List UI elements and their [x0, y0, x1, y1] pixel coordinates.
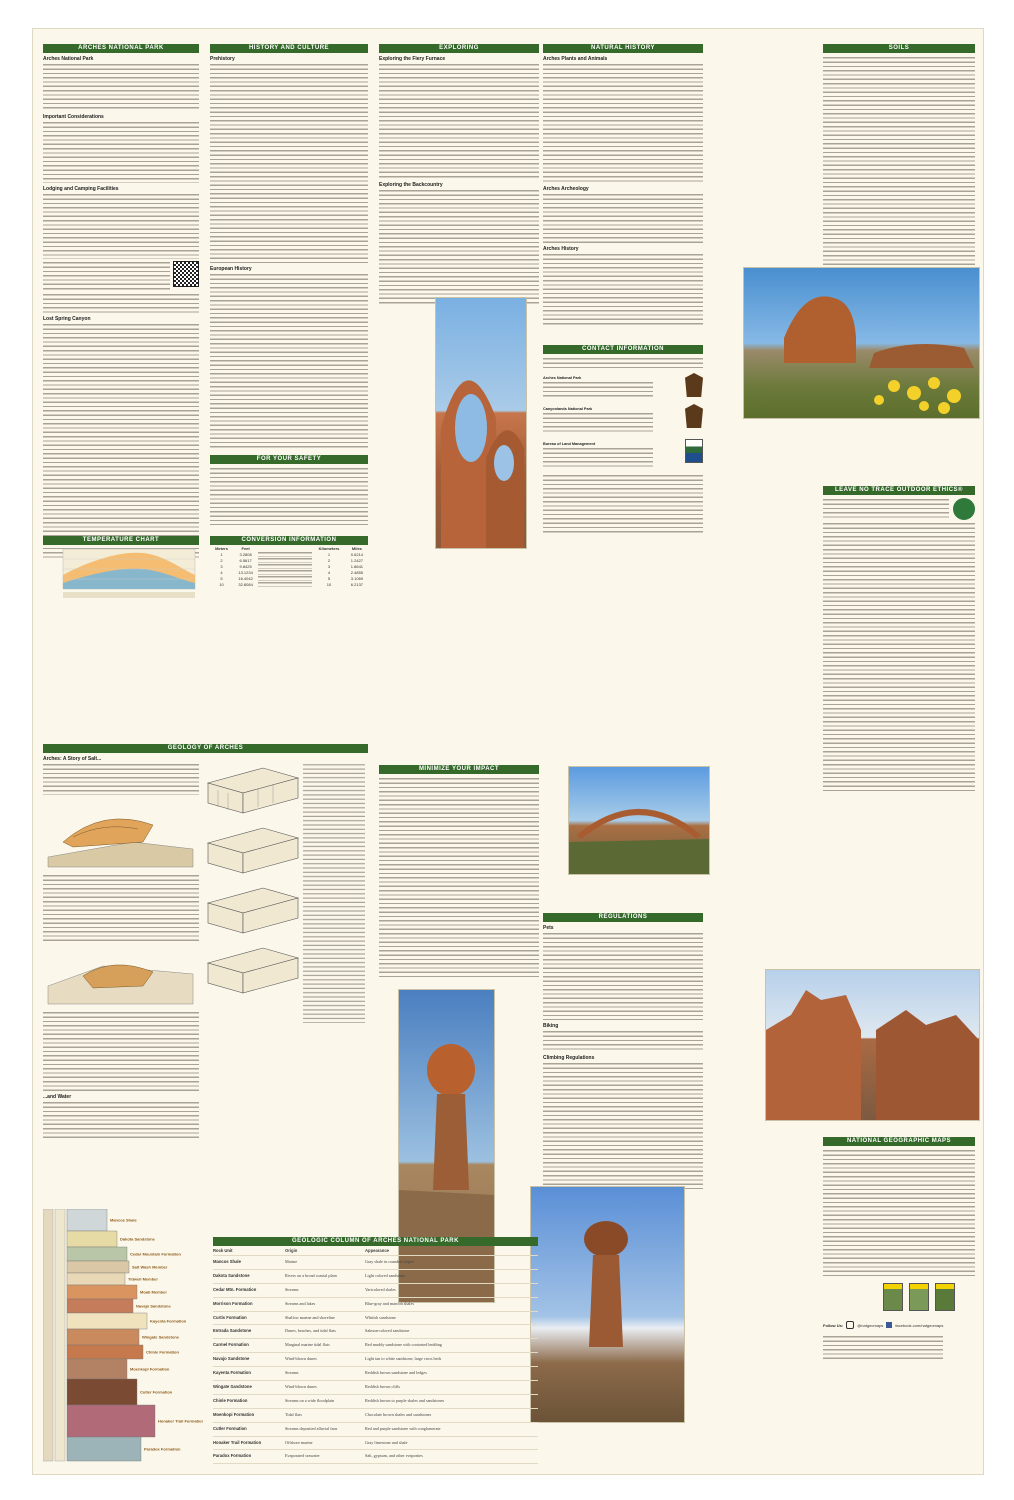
ngmaps-box: [823, 1137, 975, 1363]
conv-cell: 5: [327, 575, 331, 581]
strat-rock-name: Dakota Sandstone: [213, 1272, 250, 1278]
paragraph: [43, 1101, 199, 1141]
conv-cell: 32.8084: [238, 581, 253, 587]
contact-box: [543, 345, 703, 536]
paragraph: [210, 63, 368, 263]
paragraph: [210, 273, 368, 448]
lnt-principles: [823, 522, 975, 792]
paragraph: [43, 193, 199, 259]
strat-row: [213, 1270, 538, 1284]
blm-logo: [685, 439, 703, 463]
address: [543, 447, 653, 469]
paragraph: [543, 932, 703, 1020]
strat-layer-label: Kayenta Formation: [150, 1318, 187, 1324]
strat-layer: [67, 1379, 137, 1405]
strat-rock-name: Mancos Shale: [213, 1259, 241, 1264]
subhead-plants: Arches Plants and Animals: [543, 56, 608, 62]
strat-appearance: Chocolate brown shales and sandstones: [365, 1411, 432, 1417]
strat-layer-label: Wingate Sandstone: [142, 1334, 180, 1340]
paragraph: [43, 121, 199, 183]
strat-layer: [67, 1231, 117, 1247]
section-header-lnt: LEAVE NO TRACE OUTDOOR ETHICS®: [823, 486, 975, 495]
strat-layer-label: Tidwell Member: [128, 1276, 158, 1282]
strat-layer: [67, 1273, 125, 1285]
conv-cell: 3: [327, 563, 331, 569]
contact-arches: Arches National Park: [543, 376, 582, 380]
strat-row: [213, 1367, 538, 1381]
strat-origin: Rivers on a broad coastal plain: [285, 1272, 337, 1278]
paragraph: [379, 777, 539, 977]
strat-layer: [67, 1313, 147, 1329]
safety-box: [210, 455, 368, 527]
paragraph: [43, 323, 199, 559]
column-soils: [823, 44, 975, 268]
conv-cell: 3.2808: [239, 551, 252, 557]
nps-arrowhead-logo: [685, 404, 703, 428]
photo-park-avenue: [765, 969, 980, 1121]
subhead-prehistory: Prehistory: [210, 56, 235, 62]
strat-layer: [67, 1329, 139, 1345]
strat-origin: Streams: [285, 1370, 299, 1376]
strat-origin: Streams on a wide floodplain: [285, 1397, 335, 1403]
strat-rock-name: Curtis Formation: [213, 1314, 247, 1320]
strat-layer: [67, 1299, 133, 1313]
strat-row: [213, 1381, 538, 1395]
column-history: [210, 44, 368, 450]
section-header-safety: FOR YOUR SAFETY: [210, 455, 368, 464]
subhead-pets: Pets: [543, 925, 554, 931]
conv-cell: 13.1234: [238, 569, 253, 575]
strat-svg: [43, 1209, 203, 1474]
conversion-box: [210, 536, 368, 587]
paragraph: [823, 498, 949, 520]
photo-double-arch: [435, 297, 527, 549]
col-rock: Rock Unit: [213, 1248, 233, 1253]
lnt-logo: [953, 498, 975, 520]
paragraph: [43, 874, 199, 944]
strat-appearance: Reddish brown to purple shales and sandstones: [365, 1397, 445, 1403]
strat-row: [213, 1325, 538, 1339]
strat-layer-label: Mancos Shale: [110, 1217, 137, 1223]
strat-rock-name: Navajo Sandstone: [213, 1356, 250, 1362]
subhead-european: European History: [210, 266, 252, 272]
conv-cell: 4: [220, 569, 223, 575]
contact-canyonlands: Canyonlands National Park: [543, 407, 593, 411]
paragraph: [543, 357, 703, 371]
conv-cell: 0.6214: [350, 551, 364, 557]
section-header-history: HISTORY AND CULTURE: [210, 44, 368, 53]
strat-row: [213, 1423, 538, 1437]
column-regulations: [543, 913, 703, 1194]
paragraph: [823, 1335, 943, 1361]
conv-cell: 2: [327, 557, 331, 563]
section-header-temperature: TEMPERATURE CHART: [43, 536, 199, 545]
conv-header: Feet: [241, 545, 250, 551]
strat-rock-name: Honaker Trail Formation: [213, 1439, 262, 1445]
map-back-page: [32, 28, 984, 1475]
strat-row: [213, 1256, 538, 1270]
section-header-geocolumn: GEOLOGIC COLUMN OF ARCHES NATIONAL PARK: [213, 1237, 538, 1246]
strat-rock-name: Paradox Formation: [213, 1453, 252, 1459]
strat-origin: Streams and lakes: [285, 1300, 316, 1306]
subhead-archeology: Arches Archeology: [543, 186, 589, 192]
conv-header: Kilometers: [318, 545, 340, 551]
strat-appearance: Gray limestone and shale: [365, 1439, 408, 1445]
subhead-fiery: Exploring the Fiery Furnace: [379, 56, 446, 62]
strat-row: [213, 1339, 538, 1353]
strat-appearance: Salt, gypsum, and other evaporites: [365, 1453, 423, 1459]
map-cover-thumb[interactable]: [935, 1283, 955, 1311]
facebook-link[interactable]: facebook.com/natgeomaps: [895, 1322, 944, 1328]
strat-row: [213, 1450, 538, 1464]
col-appearance: Appearance: [365, 1248, 389, 1253]
conv-cell: 3.1069: [350, 575, 364, 581]
conv-cell: 1: [220, 551, 223, 557]
strat-origin: Marginal marine tidal flats: [285, 1342, 330, 1348]
strat-layer-label: Honaker Trail Formation: [158, 1418, 203, 1424]
strat-row: [213, 1409, 538, 1423]
strat-rock-name: Wingate Sandstone: [213, 1384, 252, 1390]
paragraph: [543, 63, 703, 183]
conv-cell: 16.4042: [238, 575, 253, 581]
section-header-geology: GEOLOGY OF ARCHES: [43, 744, 368, 753]
strat-layer: [67, 1285, 137, 1299]
lnt-box: [823, 486, 975, 794]
subhead-water: ...and Water: [43, 1094, 72, 1100]
conv-header: Meters: [215, 545, 228, 551]
paragraph: [43, 261, 170, 291]
paragraph: [543, 1062, 703, 1192]
paragraph: [379, 63, 539, 179]
section-header-soils: SOILS: [823, 44, 975, 53]
strat-appearance: Reddish brown sandstone and ledges: [365, 1370, 427, 1376]
section-header-regulations: REGULATIONS: [543, 913, 703, 922]
salt-diagram: [43, 797, 199, 869]
strat-layer: [67, 1405, 155, 1437]
paragraph: [823, 56, 975, 266]
conversion-table: [210, 545, 368, 587]
address: [543, 412, 653, 434]
strat-appearance: Light tan to white sandstone, large cross beds: [365, 1356, 442, 1362]
qr-code[interactable]: [173, 261, 199, 287]
strat-origin: Wind-blown dunes: [285, 1384, 317, 1390]
contact-blm: Bureau of Land Management: [543, 442, 596, 446]
strat-layer-label: Dakota Sandstone: [120, 1236, 155, 1242]
strat-origin: Evaporated seawater: [285, 1453, 320, 1459]
salt-valley-diagram: [43, 946, 199, 1006]
strat-appearance: Light colored sandstone: [365, 1272, 406, 1278]
paragraph: [43, 63, 199, 111]
col-origin: Origin: [285, 1248, 298, 1253]
subhead-lodging: Lodging and Camping Facilities: [43, 186, 119, 192]
strat-rock-name: Kayenta Formation: [213, 1370, 251, 1376]
map-cover-thumb[interactable]: [909, 1283, 929, 1311]
paragraph: [543, 253, 703, 327]
strat-rock-name: Morrison Formation: [213, 1300, 253, 1306]
section-header-arches: ARCHES NATIONAL PARK: [43, 44, 199, 53]
strat-origin: Tidal flats: [285, 1411, 302, 1417]
conv-cell: 5: [220, 575, 223, 581]
paragraph: [379, 189, 539, 305]
conv-cell: 1: [327, 551, 331, 557]
strat-rock-name: Moenkopi Formation: [213, 1411, 255, 1417]
paragraph: [543, 193, 703, 243]
strat-layer: [67, 1437, 141, 1461]
column-arches: [43, 44, 199, 561]
paragraph: [43, 1011, 199, 1091]
strat-layer: [67, 1261, 129, 1273]
strat-row: [213, 1353, 538, 1367]
paragraph: [43, 763, 199, 795]
photo-balanced-rock-snow: [530, 1186, 685, 1423]
conv-cell: 1.8641: [350, 563, 364, 569]
strat-row: [213, 1284, 538, 1298]
strat-layer-label: Salt Wash Member: [132, 1264, 168, 1270]
photo-landscape-arch: [568, 766, 710, 875]
strat-row: [213, 1298, 538, 1312]
strat-origin: Dunes, beaches, and tidal flats: [285, 1328, 336, 1334]
strat-appearance: Gray shale in rounded slopes: [365, 1259, 414, 1264]
paragraph: [543, 474, 703, 534]
geocolumn-table: [213, 1237, 538, 1464]
strat-row: [213, 1437, 538, 1451]
facebook-icon[interactable]: [886, 1322, 892, 1328]
paragraph: [823, 1149, 975, 1279]
strat-layer-label: Cedar Mountain Formation: [130, 1251, 181, 1257]
strat-appearance: Red and purple sandstone with conglomerate: [365, 1425, 441, 1431]
conv-header: Miles: [351, 545, 362, 551]
map-cover-thumb[interactable]: [883, 1283, 903, 1311]
instagram-icon[interactable]: [846, 1321, 854, 1329]
strat-rock-name: Cedar Mtn. Formation: [213, 1286, 257, 1292]
geology-section: [43, 744, 368, 1143]
nps-arrowhead-logo: [685, 373, 703, 397]
subhead-lost-spring: Lost Spring Canyon: [43, 316, 91, 322]
address: [543, 381, 653, 399]
stratigraphic-column: [43, 1209, 203, 1474]
strat-appearance: Varicolored shales: [365, 1286, 396, 1292]
strat-layer: [67, 1247, 127, 1261]
strat-layer-label: Navajo Sandstone: [136, 1303, 171, 1309]
strat-appearance: Whitish sandstone: [365, 1314, 396, 1320]
strat-appearance: Reddish brown cliffs: [365, 1384, 401, 1390]
section-header-minimize: MINIMIZE YOUR IMPACT: [379, 765, 539, 774]
section-header-exploring: EXPLORING: [379, 44, 539, 53]
conv-cell: 2: [220, 557, 223, 563]
strat-origin: Streams: [285, 1286, 299, 1292]
subhead-important: Important Considerations: [43, 114, 104, 120]
strat-layer-label: Moenkopi Formation: [130, 1366, 170, 1372]
subhead-arches-np: Arches National Park: [43, 56, 94, 62]
section-header-conversion: CONVERSION INFORMATION: [210, 536, 368, 545]
strat-layer-label: Cutler Formation: [140, 1389, 173, 1395]
strat-origin: Offshore marine: [285, 1439, 313, 1445]
conv-cell: 1.2427: [350, 557, 364, 563]
strat-origin: Wind-blown dunes: [285, 1356, 317, 1362]
conv-cell: 2.4855: [350, 569, 364, 575]
strat-appearance: Blue-gray and maroon shales: [365, 1300, 414, 1306]
strat-origin: Marine: [285, 1259, 298, 1264]
column-natural: [543, 44, 703, 329]
temperature-chart-graphic: [43, 545, 199, 601]
arch-formation-diagrams: [203, 763, 368, 1023]
strat-layer-label: Moab Member: [140, 1289, 167, 1295]
strat-origin: Shallow marine and shoreline: [285, 1314, 335, 1320]
strat-appearance: Salmon-colored sandstone: [365, 1328, 410, 1334]
strat-layer-label: Chinle Formation: [146, 1349, 179, 1355]
strat-rock-name: Cutler Formation: [213, 1425, 247, 1431]
safety-list: [210, 467, 368, 525]
strat-rock-name: Chinle Formation: [213, 1397, 248, 1403]
photo-rock-flowers: [743, 267, 980, 419]
strat-row: [213, 1395, 538, 1409]
column-exploring: [379, 44, 539, 307]
conv-cell: 6.5617: [239, 557, 252, 563]
conv-cell: 3: [220, 563, 223, 569]
strat-layer-label: Paradox Formation: [144, 1446, 181, 1452]
conv-cell: 9.8425: [239, 563, 252, 569]
section-header-contact: CONTACT INFORMATION: [543, 345, 703, 354]
conv-cell: 10: [219, 581, 224, 587]
section-header-ngmaps: NATIONAL GEOGRAPHIC MAPS: [823, 1137, 975, 1146]
paragraph: [543, 1030, 703, 1052]
conv-cell: 4: [327, 569, 331, 575]
strat-appearance: Red muddy sandstone with contorted bedding: [365, 1342, 442, 1348]
strat-layer: [67, 1209, 107, 1231]
subhead-backcountry: Exploring the Backcountry: [379, 182, 443, 188]
strat-rock-name: Carmel Formation: [213, 1342, 249, 1348]
column-minimize: [379, 765, 539, 979]
strat-row: [213, 1312, 538, 1326]
subhead-biking: Biking: [543, 1023, 559, 1029]
section-header-natural: NATURAL HISTORY: [543, 44, 703, 53]
conv-cell: 6.2137: [350, 581, 364, 587]
strat-layer: [67, 1359, 127, 1379]
paragraph: [43, 293, 199, 313]
conv-cell: 10: [326, 581, 332, 587]
subhead-arches-history: Arches History: [543, 246, 579, 252]
temperature-box: [43, 536, 199, 606]
strat-rock-name: Entrada Sandstone: [213, 1328, 252, 1334]
follow-label: Follow Us:: [823, 1322, 844, 1328]
strat-origin: Streams deposited alluvial fans: [285, 1425, 338, 1431]
subhead-climbing: Climbing Regulations: [543, 1055, 595, 1061]
strat-layer: [67, 1345, 143, 1359]
subhead-salt: Arches: A Story of Salt...: [43, 756, 102, 762]
instagram-handle[interactable]: @natgeomaps: [857, 1322, 884, 1328]
